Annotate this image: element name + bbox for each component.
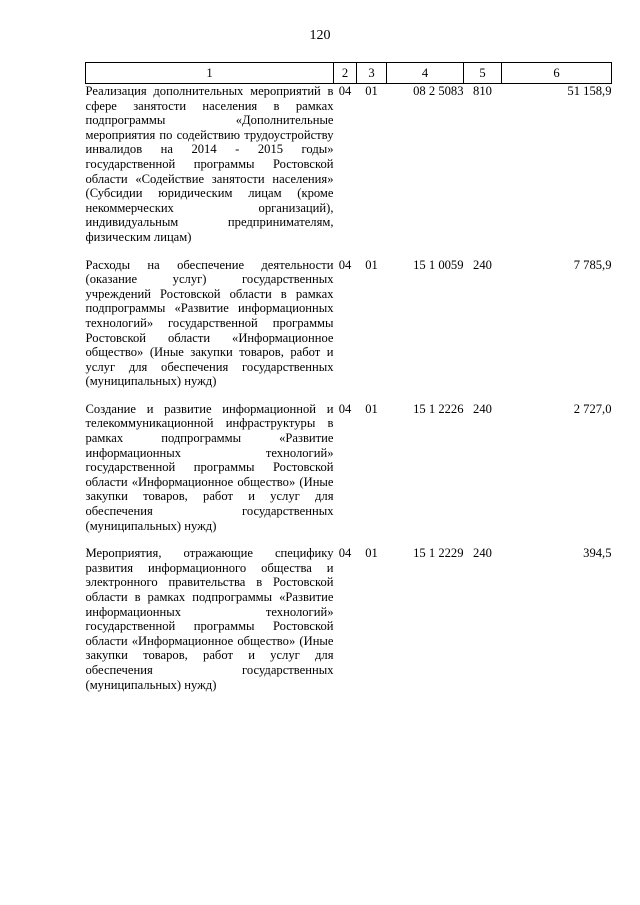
column-header-3: 3 [357, 63, 387, 84]
row-target: 08 2 5083 [413, 84, 464, 98]
column-header-2: 2 [334, 63, 357, 84]
row-description: Реализация дополнительных мероприятий в сфере занятости населения в рамках подпрограммы «Дополнительные мероприятия по содействию трудоустройству инвалидов на 2014 - 2015 годы» государственной программы Ростовской области «Содействие занятости населения» (Субсидии юридическим лицам (кроме некоммерческих организаций), индивидуальным предпринимателям, физическим лицам) [85, 84, 334, 244]
row-section: 04 [338, 257, 352, 272]
row-amount: 51 158,9 [567, 84, 612, 98]
table-header-row [86, 63, 612, 84]
row-amount: 394,5 [583, 546, 612, 561]
row-description: Расходы на обеспечение деятельности (оказание услуг) государственных учреждений Ростовской области в рамках подпрограммы «Развитие информационных технологий» государственной программы Ростовской области «Информационное общество» (Иные закупки товаров, работ и услуг для обеспечения государственных (муниципальных) нужд) [85, 257, 334, 389]
row-amount: 7 785,9 [573, 257, 612, 272]
row-target: 15 1 2226 [413, 401, 464, 416]
row-expense-type: 240 [473, 257, 492, 272]
row-target: 15 1 0059 [413, 257, 464, 272]
row-amount: 2 727,0 [573, 401, 612, 416]
row-subsection: 01 [365, 257, 378, 272]
row-subsection: 01 [365, 546, 378, 561]
table-row [86, 258, 612, 402]
column-header-1: 1 [86, 63, 334, 84]
row-section: 04 [338, 84, 352, 98]
row-expense-type: 810 [473, 84, 492, 98]
row-target: 15 1 2229 [413, 546, 464, 561]
table-row [86, 84, 612, 258]
column-header-4: 4 [387, 63, 464, 84]
table-row [86, 402, 612, 546]
row-subsection: 01 [365, 84, 378, 98]
row-subsection: 01 [365, 401, 378, 416]
row-expense-type: 240 [473, 401, 492, 416]
table-row [86, 546, 612, 705]
page-number: 120 [309, 28, 331, 43]
row-description: Мероприятия, отражающие специфику развития информационного общества и электронного правительства в Ростовской области в рамках подпрограммы «Развитие информационных технологий» государственной программы Ростовской области «Информационное общество» (Иные закупки товаров, работ и услуг для обеспечения государственных (муниципальных) нужд) [85, 546, 334, 692]
row-section: 04 [338, 546, 352, 561]
row-description: Создание и развитие информационной и телекоммуникационной инфраструктуры в рамках подпрограммы «Развитие информационных технологий» государственной программы Ростовской области «Информационное общество» (Иные закупки товаров, работ и услуг для обеспечения государственных (муниципальных) нужд) [85, 401, 334, 533]
row-expense-type: 240 [473, 546, 492, 561]
column-header-5: 5 [464, 63, 502, 84]
column-header-6: 6 [502, 63, 612, 84]
row-section: 04 [338, 401, 352, 416]
budget-table [85, 62, 612, 705]
